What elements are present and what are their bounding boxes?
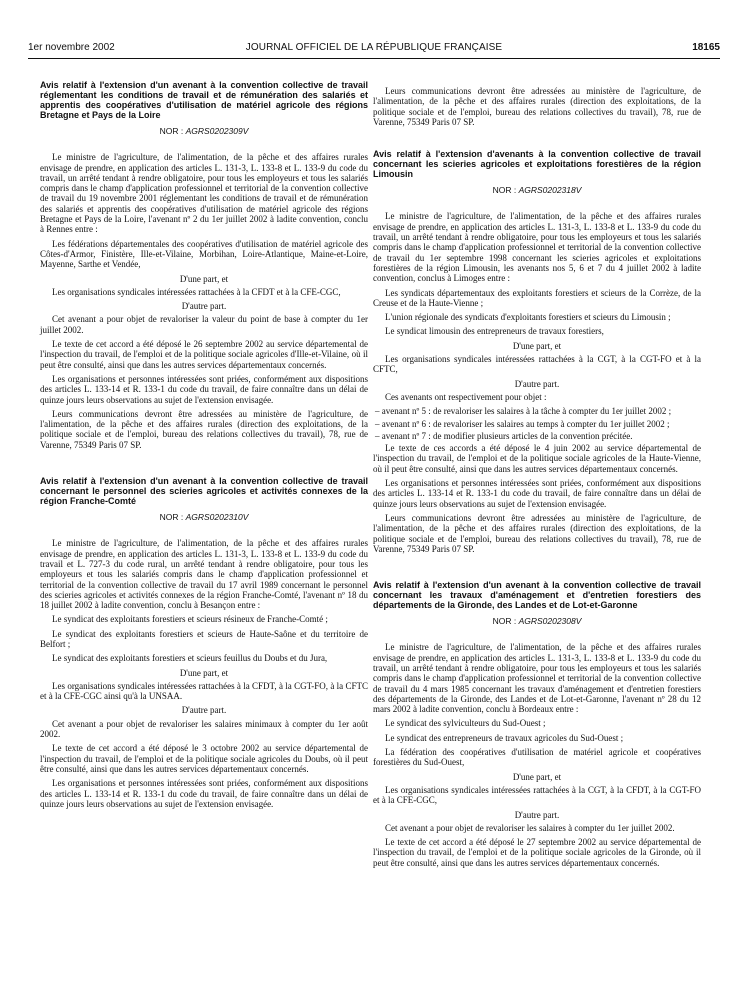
list-item: – avenant nº 6 : de revaloriser les salaires au temps à compter du 1er juillet 2002 ; — [375, 418, 670, 429]
article-paragraph: Les organisations et personnes intéressées sont priées, conformément aux dispositions des articles L. 133-14 et R. 133-1 du code du travail, de faire connaître dans un délai de quinze jours leurs observations au sujet de l'extension envisagée. — [40, 373, 368, 405]
right-column — [373, 86, 701, 872]
article-paragraph: Les organisations syndicales intéressées rattachées à la CFDT, à la CGT-FO, à la CFTC et à la CFE-CGC ainsi qu'à la UNSAA. — [40, 680, 368, 702]
article-paragraph: Le syndicat limousin des entrepreneurs de travaux forestiers, — [385, 326, 604, 337]
article-paragraph: Le texte de ces accords a été déposé le 4 juin 2002 au service départemental de l'inspection du travail, de l'emploi et de la politique sociale agricoles de la Haute-Vienne, où il peut être consulté, ainsi que dans les autres services départementaux concernés. — [373, 443, 701, 474]
party-closing: D'une part, et — [179, 273, 229, 284]
article-title: Avis relatif à l'extension d'un avenant à la convention collective de travail concernant le personnel des scieries agricoles et activités connexes de la région Franche-Comté — [40, 476, 368, 507]
article-paragraph: Le ministre de l'agriculture, de l'alimentation, de la pêche et des affaires rurales envisage de prendre, en application des articles L. 131-3, L. 133-8 et L. 133-9 du code du travail, un arrêté tendant à rendre obligatoire, pour tous les employeurs et tous les salariés compris dans le champ d'application professionnel et territorial de la convention collective de travail du 19 novembre 2001 réglementant les conditions de travail et de rémunération des salariés et apprentis des coopératives d'utilisation de matériel agricole des régions Bretagne et Pays de la Loire, l'avenant nº 2 du 1er juillet 2002 à ladite convention, conclu à Rennes entre : — [40, 152, 368, 235]
article-paragraph: La fédération des coopératives d'utilisation de matériel agricole et coopératives forestières du Sud-Ouest, — [373, 747, 701, 768]
article-separator — [373, 131, 701, 149]
party-closing: D'une part, et — [512, 771, 562, 782]
nor-label: NOR : — [159, 126, 184, 136]
page-number: 18165 — [692, 42, 720, 53]
article-title: Avis relatif à l'extension d'un avenant à la convention collective de travail concernant les travaux d'aménagement et d'entretien forestiers des départements de la Gironde, des Landes et de Lot-et-Garonne — [373, 580, 701, 611]
article-paragraph: Le syndicat des exploitants forestiers et scieurs résineux de Franche-Comté ; — [52, 614, 328, 625]
article-title: Avis relatif à l'extension d'un avenant à la convention collective de travail réglementant les conditions de travail et de rémunération des salariés et apprentis des coopératives d'utilisation de matériel agricole des régions Bretagne et Pays de la Loire — [40, 80, 368, 120]
article-paragraph: Les organisations et personnes intéressées sont priées, conformément aux dispositions des articles L. 133-14 et R. 133-1 du code du travail, de faire connaître dans un délai de quinze jours leurs observations au sujet de l'extension envisagée. — [40, 778, 368, 809]
article-paragraph: Les syndicats départementaux des exploitants forestiers et scieurs de la Corrèze, de la Creuse et de la Haute-Vienne ; — [373, 287, 701, 308]
article-title: Avis relatif à l'extension d'avenants à la convention collective de travail concernant les scieries agricoles et exploitations forestières de la région Limousin — [373, 149, 701, 180]
article-separator — [373, 558, 701, 580]
article-paragraph: Cet avenant a pour objet de revaloriser les salaires à compter du 1er juillet 2002. — [385, 822, 675, 833]
nor-code: AGRS0202308V — [518, 616, 582, 627]
article-paragraph: Cet avenant a pour objet de revaloriser les salaires minimaux à compter du 1er août 2002. — [40, 718, 368, 740]
article-paragraph: Le syndicat des entrepreneurs de travaux agricoles du Sud-Ouest ; — [385, 732, 624, 743]
article-paragraph: Le ministre de l'agriculture, de l'alimentation, de la pêche et des affaires rurales envisage de prendre, en application des articles L. 131-3, L. 133-8 et L. 133-9 du code du travail, un arrêté tendant à rendre obligatoire, pour tous les employeurs et tous les salariés compris dans le champ d'application professionnel et territorial de la convention collective de travail du 1er septembre 1998 concernant les scieries agricoles et exploitations forestières de la région Limousin, les avenants nos 5, 6 et 7 du 4 juillet 2002 à ladite convention, conclus à Limoges entre : — [373, 211, 701, 284]
article-paragraph: Leurs communications devront être adressées au ministère de l'agriculture, de l'alimentation, de la pêche et des affaires rurales (direction des exploitations, de la politique sociale et de l'emploi, bureau des relations collectives du travail), 78, rue de Varenne, 75349 Paris 07 SP. — [40, 408, 368, 450]
article-paragraph: Leurs communications devront être adressées au ministère de l'agriculture, de l'alimentation, de la pêche et des affaires rurales (direction des exploitations, de la politique sociale et de l'emploi, bureau des relations collectives du travail), 78, rue de Varenne, 75349 Paris 07 SP. — [373, 512, 701, 554]
article-paragraph: Le syndicat des exploitants forestiers et scieurs de Haute-Saône et du territoire de Belfort ; — [40, 628, 368, 649]
article-paragraph: Le texte de cet accord a été déposé le 26 septembre 2002 au service départemental de l'inspection du travail, de l'emploi et de la politique sociale agricoles d'Ille-et-Vilaine, où il peut être consulté, ainsi que dans les autres services départementaux concernés. — [40, 339, 368, 370]
issue-date: 1er novembre 2002 — [28, 42, 115, 53]
list-item: – avenant nº 5 : de revaloriser les salaires à la tâche à compter du 1er juillet 2002 ; — [375, 406, 672, 417]
nor-reference — [40, 512, 368, 522]
list-item: – avenant nº 7 : de modifier plusieurs articles de la convention précitée. — [375, 430, 633, 441]
left-column — [40, 80, 368, 813]
nor-code: AGRS0202310V — [185, 512, 249, 523]
nor-code: AGRS0202309V — [185, 126, 249, 136]
article-paragraph: Cet avenant a pour objet de revaloriser la valeur du point de base à compter du 1er juillet 2002. — [40, 314, 368, 335]
article-paragraph: L'union régionale des syndicats d'exploitants forestiers et scieurs du Limousin ; — [385, 312, 671, 323]
party-closing: D'une part, et — [512, 340, 562, 351]
article-paragraph: Leurs communications devront être adressées au ministère de l'agriculture, de l'alimentation, de la pêche et des affaires rurales (direction des exploitations, de la politique sociale et de l'emploi, bureau des relations collectives du travail), 78, rue de Varenne, 75349 Paris 07 SP. — [373, 86, 701, 127]
nor-label: NOR : — [492, 185, 517, 196]
article-paragraph: Le texte de cet accord a été déposé le 3 octobre 2002 au service départemental de l'inspection du travail, de l'emploi et de la politique sociale agricoles du Doubs, où il peut être consulté, ainsi que dans les autres services départementaux concernés. — [40, 743, 368, 774]
article-paragraph: Les organisations syndicales intéressées rattachées à la CFDT et à la CFE-CGC, — [52, 286, 341, 297]
article-paragraph: Le ministre de l'agriculture, de l'alimentation, de la pêche et des affaires rurales envisage de prendre, en application des articles L. 131-3, L. 133-8 et L. 133-9 du code du travail et L. 727-3 du code rural, un arrêté tendant à rendre obligatoire, pour tous les employeurs et tous les salariés compris dans le champ d'application professionnel et territorial de la convention collective de travail du 17 avril 1989 concernant le personnel des scieries agricoles et activités connexes de la région Franche-Comté, l'avenant nº 18 du 18 juillet 2002 à ladite convention, conclu à Besançon entre : — [40, 538, 368, 611]
nor-reference — [373, 185, 701, 195]
article-separator — [40, 454, 368, 476]
article-paragraph: Le syndicat des exploitants forestiers et scieurs feuillus du Doubs et du Jura, — [52, 653, 328, 664]
party-closing: D'autre part. — [514, 378, 560, 389]
page-header — [28, 42, 720, 56]
party-closing: D'une part, et — [179, 667, 229, 678]
header-rule — [28, 58, 720, 59]
nor-label: NOR : — [159, 512, 184, 523]
article-paragraph: Les organisations syndicales intéressées rattachées à la CGT, à la CFDT, à la CGT-FO et à la CFE-CGC, — [373, 784, 701, 806]
article-paragraph: Le syndicat des sylviculteurs du Sud-Ouest ; — [385, 718, 546, 729]
article-paragraph: Les organisations et personnes intéressées sont priées, conformément aux dispositions des articles L. 133-14 et R. 133-1 du code du travail, de faire connaître dans un délai de quinze jours leurs observations au sujet de l'extension envisagée. — [373, 478, 701, 509]
nor-code: AGRS0202318V — [518, 185, 582, 196]
article-paragraph: Le ministre de l'agriculture, de l'alimentation, de la pêche et des affaires rurales envisage de prendre, en application des articles L. 131-3, L. 133-8 et L. 133-9 du code du travail, un arrêté tendant à rendre obligatoire, pour tous les employeurs et tous les salariés compris dans le champ d'application professionnel et territorial de la convention collective de travail du 4 mars 1985 concernant les travaux d'aménagement et d'entretien forestiers des départements de la Gironde, des Landes et de Lot-et-Garonne, l'avenant nº 28 du 12 mars 2002 à ladite convention, conclu à Bordeaux entre : — [373, 642, 701, 715]
party-closing: D'autre part. — [181, 301, 227, 312]
party-closing: D'autre part. — [181, 705, 227, 716]
article-paragraph: Les organisations syndicales intéressées rattachées à la CGT, à la CGT-FO et à la CFTC, — [373, 354, 701, 375]
nor-reference — [373, 616, 701, 626]
nor-label: NOR : — [492, 616, 517, 627]
article-paragraph: Ces avenants ont respectivement pour objet : — [385, 391, 547, 402]
article-paragraph: Le texte de cet accord a été déposé le 27 septembre 2002 au service départemental de l'inspection du travail, de l'emploi et de la politique sociale agricoles de la Gironde, où il peut être consulté, ainsi que dans les autres services départementaux concernés. — [373, 837, 701, 868]
journal-title: JOURNAL OFFICIEL DE LA RÉPUBLIQUE FRANÇAISE — [245, 42, 503, 53]
article-paragraph: Les fédérations départementales des coopératives d'utilisation de matériel agricole des Côtes-d'Armor, Finistère, Ille-et-Vilaine, Morbihan, Loire-Atlantique, Maine-et-Loire, Mayenne, Sarthe et Vendée, — [40, 238, 368, 270]
party-closing: D'autre part. — [514, 809, 560, 820]
nor-reference — [40, 126, 368, 136]
